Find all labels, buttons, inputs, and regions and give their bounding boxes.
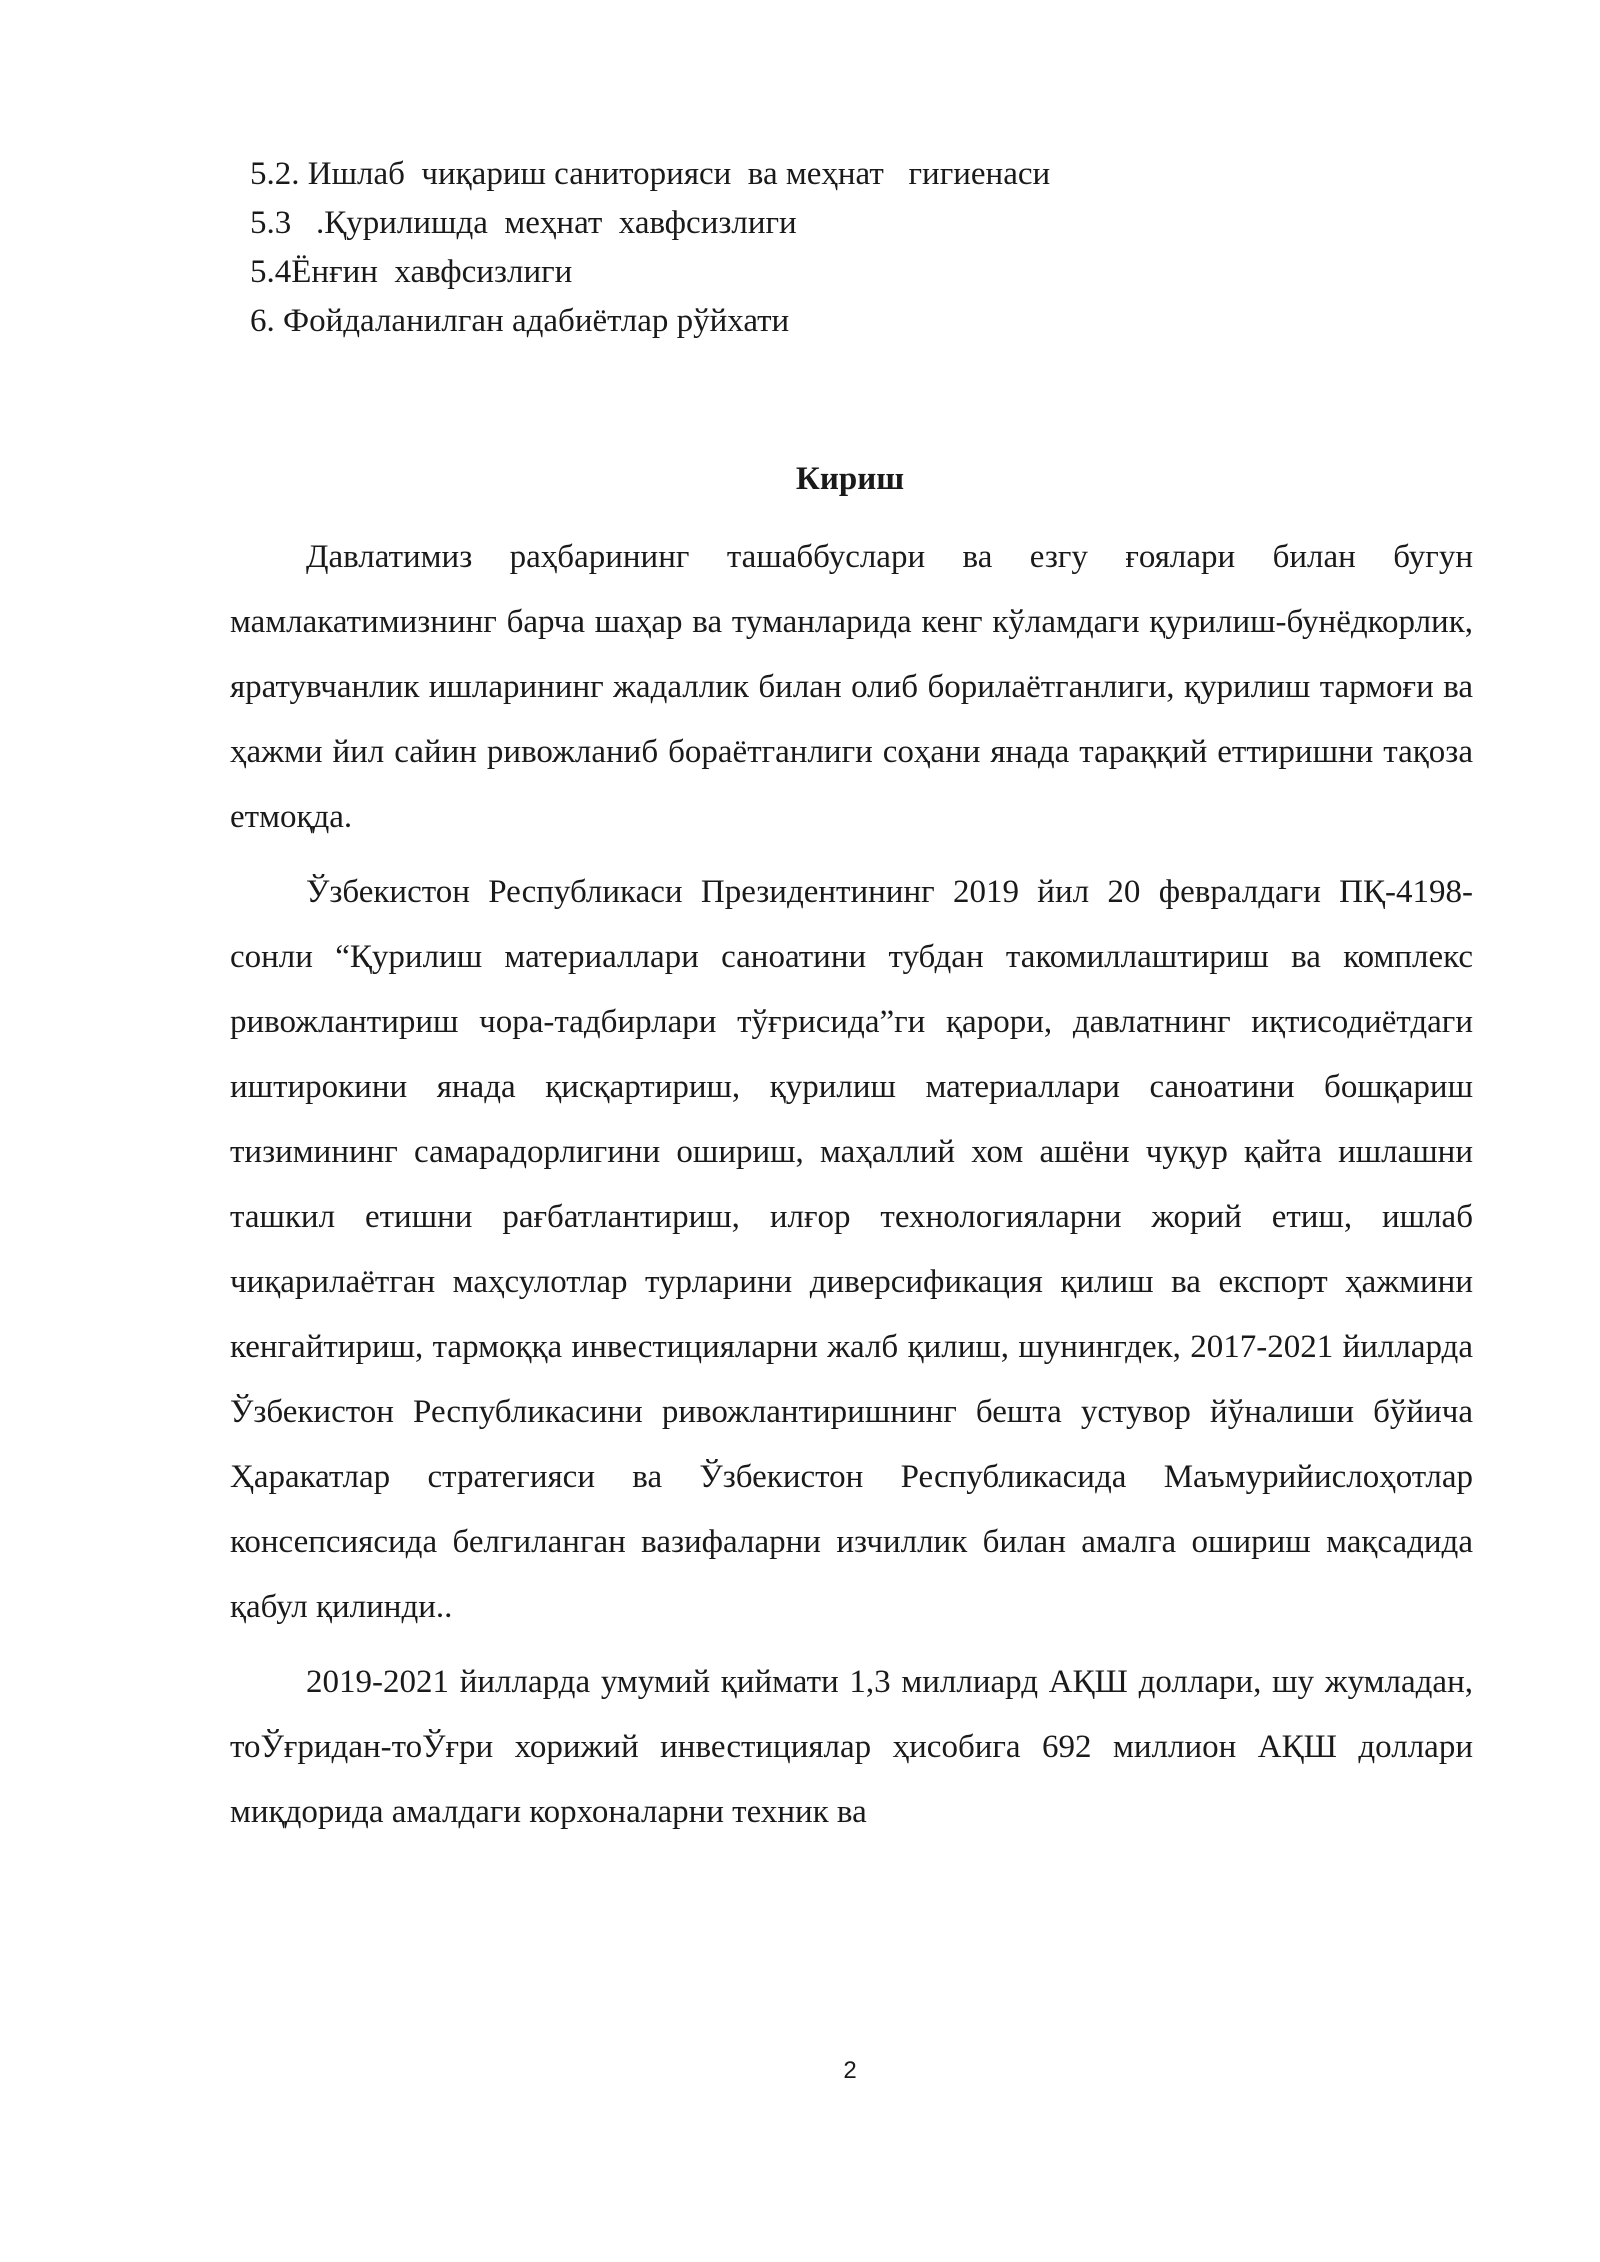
- toc-item: 6. Фойдаланилган адабиётлар рўйхати: [250, 303, 790, 339]
- table-of-contents: [250, 150, 1350, 346]
- section-title: Кириш: [795, 461, 905, 497]
- toc-item: 5.4Ёнғин хавфсизлиги: [250, 254, 573, 290]
- page-number: 2: [843, 2057, 857, 2084]
- paragraph: Ўзбекистон Республикаси Президентининг 2019 йил 20 февралдаги ПҚ-4198-сонли “Қурилиш материаллари саноатини тубдан такомиллаштириш ва комплекс ривожлантириш чора-тадбирлари тўғрисида”ги қарори, давлатнинг иқтисодиётдаги иштирокини янада қисқартириш, қурилиш материаллари саноатини бошқариш тизимининг самарадорлигини ошириш, маҳаллий хом ашёни чуқур қайта ишлашни ташкил етишни рағбатлантириш, илғор технологияларни жорий етиш, ишлаб чиқарилаётган маҳсулотлар турларини диверсификация қилиш ва експорт ҳажмини кенгайтириш, тармоққа инвестицияларни жалб қилиш, шунингдек, 2017-2021 йилларда Ўзбекистон Республикасини ривожлантиришнинг бешта устувор йўналиши бўйича Ҳаракатлар стратегияси ва Ўзбекистон Республикасида Маъмурийислоҳотлар консепсиясида белгиланган вазифаларни изчиллик билан амалга ошириш мақсадида қабул қилинди..: [230, 874, 1473, 1625]
- toc-item: 5.2. Ишлаб чиқариш саниторияси ва меҳнат гигиенаси: [250, 156, 1051, 192]
- paragraph: Давлатимиз раҳбарининг ташаббуслари ва езгу ғоялари билан бугун мамлакатимизнинг барча шаҳар ва туманларида кенг кўламдаги қурилиш-бунёдкорлик, яратувчанлик ишларининг жадаллик билан олиб борилаётганлиги, қурилиш тармоғи ва ҳажми йил сайин ривожланиб бораётганлиги соҳани янада тараққий еттиришни тақоза етмоқда.: [230, 539, 1473, 835]
- section-body: [230, 525, 1473, 1855]
- toc-item: 5.3 .Қурилишда меҳнат хавфсизлиги: [250, 205, 797, 241]
- paragraph: 2019-2021 йилларда умумий қиймати 1,3 миллиард АҚШ доллари, шу жумладан, тоЎғридан-тоЎғри хорижий инвестициялар ҳисобига 692 миллион АҚШ доллари миқдорида амалдаги корхоналарни техник ва: [230, 1664, 1473, 1830]
